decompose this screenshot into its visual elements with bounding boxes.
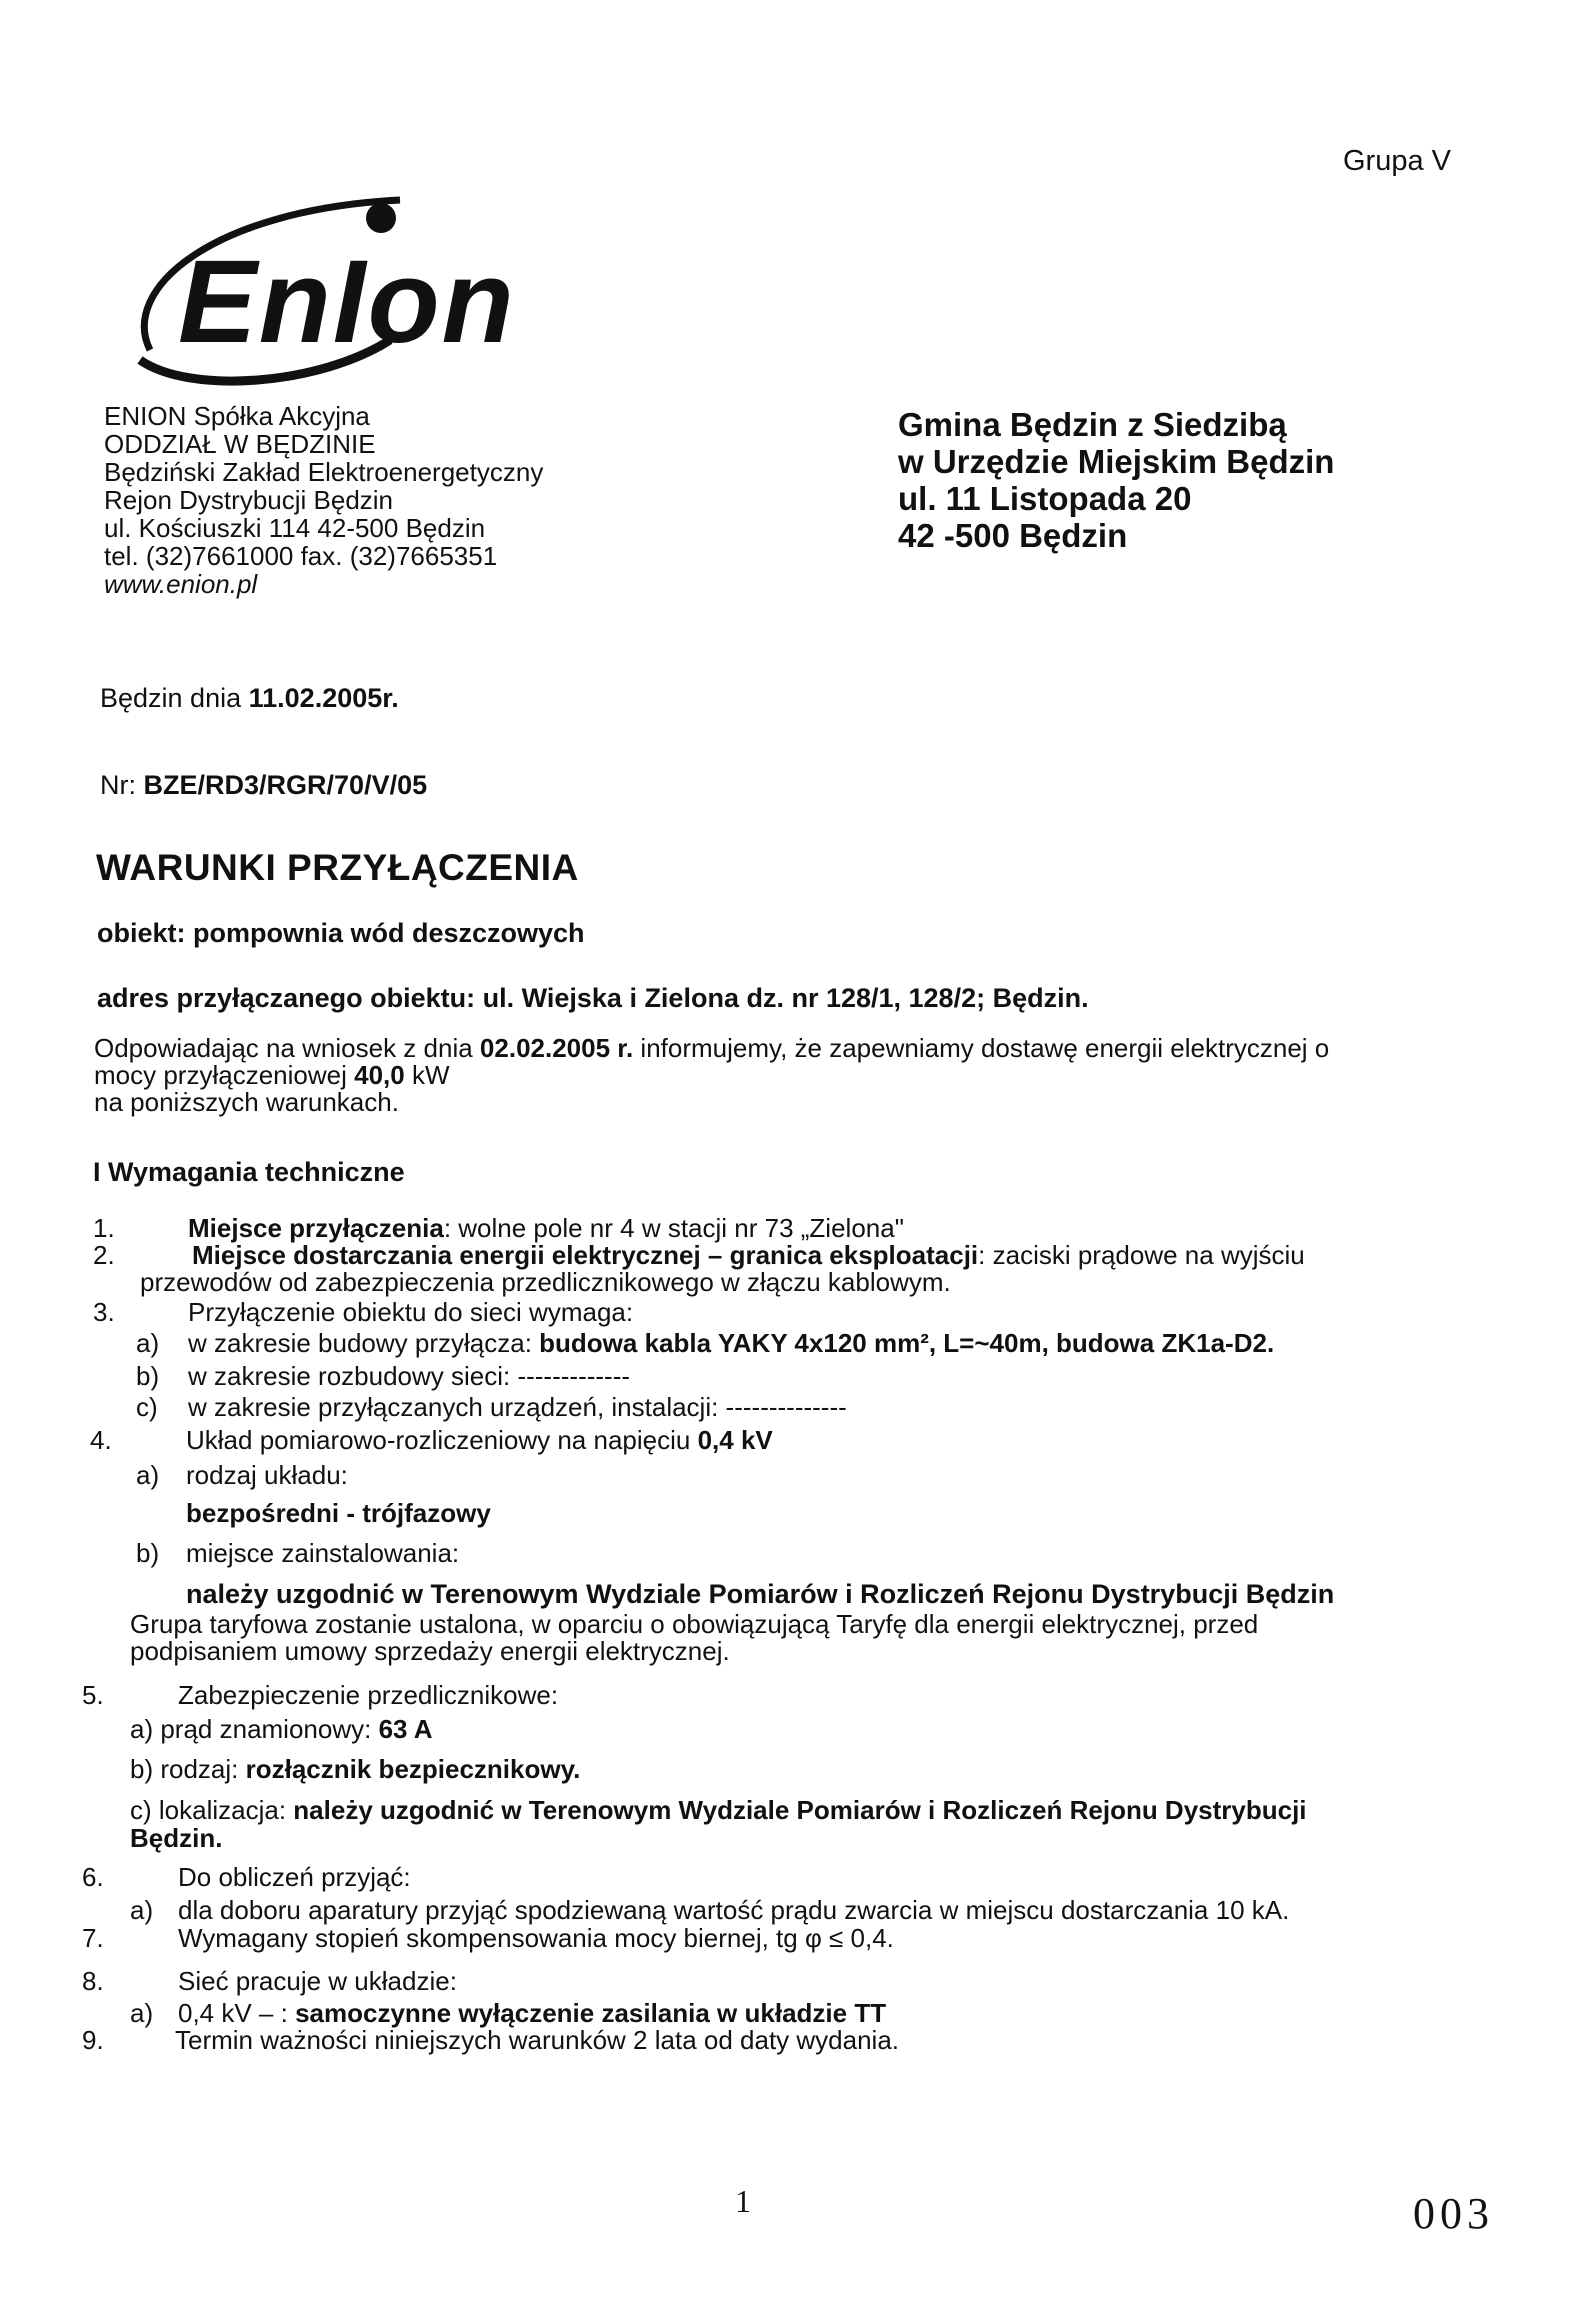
intro-text: informujemy, że zapewniamy dostawę energii elektrycznej o	[640, 1033, 1330, 1063]
intro-text: Odpowiadając na wniosek z dnia	[94, 1033, 473, 1063]
list-item: Zabezpieczenie przedlicznikowe:	[178, 1680, 559, 1710]
item-number: 3.	[93, 1297, 115, 1327]
sub-item: w zakresie przyłączanych urządzeń, instalacji: --------------	[188, 1392, 847, 1422]
section-heading: I Wymagania techniczne	[93, 1157, 405, 1187]
intro-text: na poniższych warunkach.	[94, 1087, 399, 1117]
address-value: ul. Wiejska i Zielona dz. nr 128/1, 128/2; Będzin.	[482, 983, 1089, 1013]
sub-letter: b)	[136, 1538, 160, 1568]
item-number: 6.	[82, 1862, 104, 1892]
list-item	[186, 1425, 773, 1456]
sub-text: 0,4 kV – :	[178, 1998, 288, 2028]
recipient-address	[898, 406, 1334, 554]
sub-item	[130, 1714, 433, 1745]
note-line: podpisaniem umowy sprzedaży energii elektrycznej.	[130, 1636, 730, 1666]
address-label: adres przyłączanego obiektu:	[97, 983, 476, 1013]
sub-text: b) rodzaj:	[130, 1754, 239, 1784]
enion-logo	[100, 180, 600, 400]
date-value: 11.02.2005r.	[248, 683, 399, 713]
document-date	[100, 683, 399, 714]
sender-address	[104, 402, 543, 598]
item-number: 1.	[93, 1213, 115, 1243]
sub-letter: c)	[136, 1392, 158, 1422]
sub-item	[188, 1328, 1274, 1359]
sub-item	[130, 1754, 580, 1785]
tariff-note	[130, 1611, 1420, 1665]
intro-paragraph	[94, 1035, 1494, 1116]
item-number: 8.	[82, 1966, 104, 1996]
list-item: Wymagany stopień skompensowania mocy biernej, tg φ ≤ 0,4.	[178, 1923, 894, 1953]
page-number: 1	[735, 2183, 751, 2219]
intro-date: 02.02.2005 r.	[479, 1033, 634, 1063]
sub-text: a) prąd znamionowy:	[130, 1714, 372, 1744]
item-text: : wolne pole nr 4 w stacji nr 73 „Zielona"	[443, 1213, 904, 1243]
sub-text: c) lokalizacja:	[130, 1795, 287, 1825]
sender-company: ENION Spółka Akcyjna	[104, 401, 370, 431]
recipient-line: ul. 11 Listopada 20	[898, 480, 1192, 517]
intro-text: mocy przyłączeniowej	[94, 1060, 347, 1090]
sub-bold: 63 A	[378, 1714, 433, 1744]
recipient-line: 42 -500 Będzin	[898, 517, 1128, 554]
item-text: : zaciski prądowe na wyjściu	[978, 1240, 1305, 1270]
sub-bold: budowa kabla YAKY 4x120 mm², L=~40m, budowa ZK1a-D2.	[539, 1328, 1275, 1358]
document-title: WARUNKI PRZYŁĄCZENIA	[96, 847, 579, 888]
item-bold: Miejsce dostarczania energii elektrycznej – granica eksploatacji	[192, 1240, 979, 1270]
list-item: Do obliczeń przyjąć:	[178, 1862, 411, 1892]
item-continuation: przewodów od zabezpieczenia przedlicznikowego w złączu kablowym.	[140, 1267, 951, 1297]
sub-letter: a)	[130, 1998, 154, 2028]
item-number: 5.	[82, 1680, 104, 1710]
sub-continuation: Będzin.	[130, 1823, 223, 1853]
sub-bold: rozłącznik bezpiecznikowy.	[245, 1754, 581, 1784]
page-stamp: 003	[1413, 2189, 1494, 2238]
sub-letter: a)	[136, 1460, 160, 1490]
list-item: Termin ważności niniejszych warunków 2 lata od daty wydania.	[175, 2025, 900, 2055]
item-number: 2.	[93, 1240, 115, 1270]
sender-street: ul. Kościuszki 114 42-500 Będzin	[104, 513, 486, 543]
sub-value: należy uzgodnić w Terenowym Wydziale Pomiarów i Rozliczeń Rejonu Dystrybucji Będzin	[186, 1579, 1335, 1609]
sub-letter: a)	[130, 1895, 154, 1925]
list-item: Sieć pracuje w układzie:	[178, 1966, 457, 1996]
group-label: Grupa V	[1343, 145, 1451, 177]
list-item: Przyłączenie obiektu do sieci wymaga:	[188, 1297, 634, 1327]
item-text: Układ pomiarowo-rozliczeniowy na napięciu	[186, 1425, 691, 1455]
svg-text:EnIon: EnIon	[178, 236, 516, 368]
sender-branch: ODDZIAŁ W BĘDZINIE	[104, 429, 376, 459]
document-number	[100, 770, 427, 801]
item-number: 4.	[90, 1425, 112, 1455]
note-line: Grupa taryfowa zostanie ustalona, w oparciu o obowiązującą Taryfę dla energii elektrycznej, przed	[130, 1609, 1259, 1639]
sub-letter: b)	[136, 1361, 160, 1391]
sub-bold: samoczynne wyłączenie zasilania w układzie TT	[295, 1998, 887, 2028]
intro-power: 40,0	[354, 1060, 405, 1090]
sub-item: w zakresie rozbudowy sieci: -------------	[188, 1361, 631, 1391]
sub-item	[130, 1795, 1307, 1826]
item-number: 9.	[82, 2025, 104, 2055]
recipient-line: w Urzędzie Miejskim Będzin	[898, 443, 1335, 480]
sub-letter: a)	[136, 1328, 160, 1358]
nr-value: BZE/RD3/RGR/70/V/05	[143, 770, 428, 800]
sub-bold: należy uzgodnić w Terenowym Wydziale Pomiarów i Rozliczeń Rejonu Dystrybucji	[293, 1795, 1307, 1825]
date-label: Będzin dnia	[100, 683, 242, 713]
sub-item: miejsce zainstalowania:	[186, 1538, 460, 1568]
sender-phone: tel. (32)7661000 fax. (32)7665351	[104, 541, 498, 571]
sub-value: bezpośredni - trójfazowy	[186, 1498, 491, 1528]
sender-plant: Będziński Zakład Elektroenergetyczny	[104, 457, 544, 487]
nr-label: Nr:	[100, 770, 136, 800]
sender-website: www.enion.pl	[104, 569, 258, 599]
item-bold: 0,4 kV	[697, 1425, 773, 1455]
item-bold: Miejsce przyłączenia	[188, 1213, 444, 1243]
item-number: 7.	[82, 1923, 104, 1953]
address-line	[97, 983, 1089, 1014]
sender-region: Rejon Dystrybucji Będzin	[104, 485, 394, 515]
object-line: obiekt: pompownia wód deszczowych	[97, 918, 585, 948]
sub-item: dla doboru aparatury przyjąć spodziewaną wartość prądu zwarcia w miejscu dostarczania 10 kA.	[178, 1895, 1290, 1925]
sub-text: w zakresie budowy przyłącza:	[188, 1328, 532, 1358]
recipient-line: Gmina Będzin z Siedzibą	[898, 406, 1287, 443]
intro-unit: kW	[411, 1060, 450, 1090]
sub-item: rodzaj układu:	[186, 1460, 348, 1490]
